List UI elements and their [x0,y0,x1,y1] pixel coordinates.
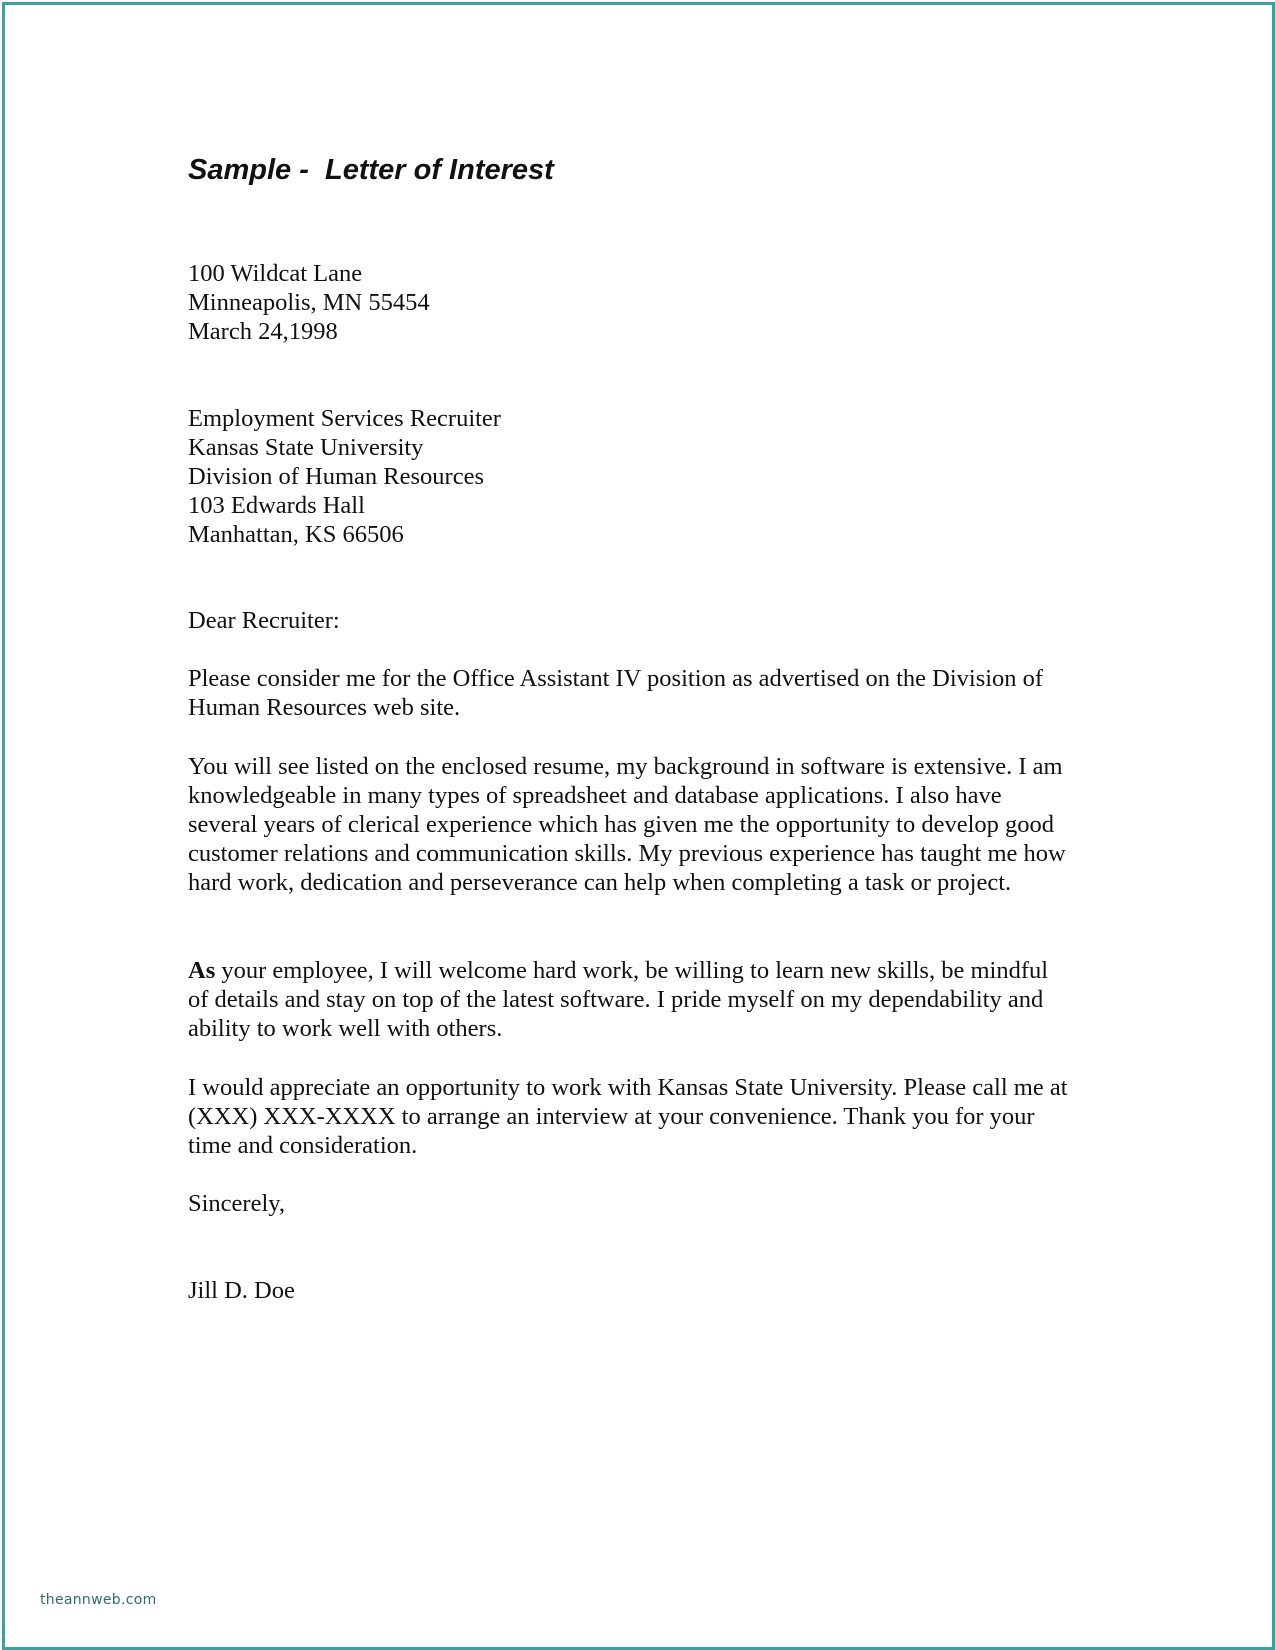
paragraph-3-text: your employee, I will welcome hard work, be willing to learn new skills, be mindful of details and stay on top of the latest software. I pride myself on my dependability and ability to work well with others. [188,957,1049,1042]
signature-name: Jill D. Doe [188,1277,295,1304]
paragraph-3-lead-word: As [188,957,216,984]
body-paragraph-3 [188,956,1068,1043]
sender-city-state-zip: Minneapolis, MN 55454 [188,289,430,316]
body-paragraph-4: I would appreciate an opportunity to work with Kansas State University. Please call me at (XXX) XXX-XXXX to arrange an interview at your convenience. Thank you for your time and consideration. [188,1074,1068,1159]
body-paragraph-2: You will see listed on the enclosed resume, my background in software is extensive. I am knowledgeable in many types of spreadsheet and database applications. I also have several years of clerical experience which has given me the opportunity to develop good customer relations and communication skills. My previous experience has taught me how hard work, dedication and perseverance can help when completing a task or project. [188,753,1066,896]
recipient-building: 103 Edwards Hall [188,492,365,519]
recipient-city-state-zip: Manhattan, KS 66506 [188,521,404,548]
recipient-address [188,404,1068,549]
sender-street: 100 Wildcat Lane [188,260,363,287]
sender-address [188,259,1068,346]
recipient-department: Division of Human Resources [188,463,484,490]
salutation: Dear Recruiter: [188,607,340,634]
watermark-text: theannweb.com [40,1592,157,1608]
body-paragraph-1: Please consider me for the Office Assistant IV position as advertised on the Division of Human Resources web site. [188,665,1044,721]
closing: Sincerely, [188,1190,286,1217]
recipient-title: Employment Services Recruiter [188,405,501,432]
recipient-organization: Kansas State University [188,434,424,461]
letter-date: March 24,1998 [188,318,338,345]
letter-title: Sample - Letter of Interest [188,154,554,186]
